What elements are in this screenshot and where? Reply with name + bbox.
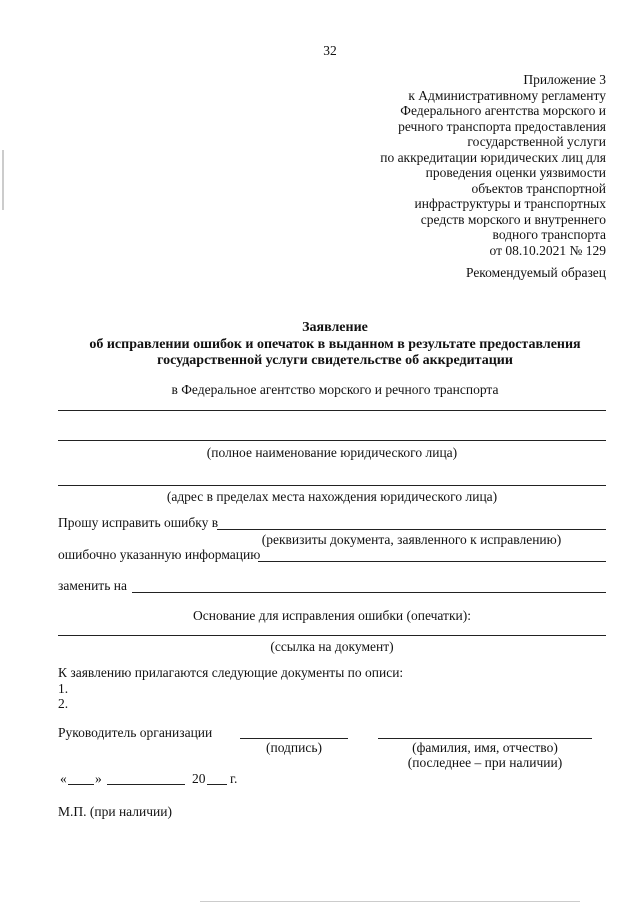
date-year-field[interactable] [207, 784, 227, 785]
attached-label: К заявлению прилагаются следующие документы по описи: [58, 665, 404, 680]
appendix-line: средств морского и внутреннего [420, 211, 606, 227]
full-name-field-1[interactable] [58, 410, 606, 411]
wrong-info-label: ошибочно указанную информацию [58, 547, 261, 562]
date-month-field[interactable] [107, 784, 185, 785]
appendix-line: объектов транспортной [471, 180, 606, 196]
document-details-field[interactable] [217, 529, 606, 530]
addressee: в Федеральное агентство морского и речного транспорта [171, 382, 499, 397]
appendix-line: Приложение 3 [523, 72, 606, 87]
head-label: Руководитель организации [58, 725, 213, 740]
replace-with-label: заменить на [58, 578, 127, 593]
date-close-quote: » [95, 771, 102, 786]
wrong-info-field[interactable] [258, 561, 606, 562]
doc-link-caption: (ссылка на документ) [270, 639, 394, 654]
scan-edge-left [2, 150, 4, 210]
basis-label: Основание для исправления ошибки (опечатки): [193, 608, 471, 623]
full-name-caption: (полное наименование юридического лица) [206, 445, 458, 460]
attached-item-1: 1. [58, 681, 69, 696]
full-name-field-2[interactable] [58, 440, 606, 441]
signature-field[interactable] [240, 738, 348, 739]
address-caption: (адрес в пределах места нахождения юридического лица) [166, 489, 498, 504]
fio-caption: (фамилия, имя, отчество) [412, 740, 558, 755]
appendix-line: государственной услуги [467, 134, 606, 149]
appendix-line: по аккредитации юридических лиц для [380, 149, 606, 165]
year-suffix: г. [230, 771, 238, 786]
recommended-sample: Рекомендуемый образец [465, 265, 606, 280]
document-details-caption: (реквизиты документа, заявленного к исправлению) [261, 532, 562, 547]
fio-field[interactable] [378, 738, 592, 739]
address-field[interactable] [58, 485, 606, 486]
appendix-line: водного транспорта [492, 227, 606, 242]
signature-caption: (подпись) [265, 740, 323, 755]
appendix-block [380, 72, 606, 258]
appendix-line: к Административному регламенту [408, 87, 606, 103]
appendix-line: проведения оценки уязвимости [425, 165, 606, 180]
basis-field[interactable] [58, 635, 606, 636]
fio-note: (последнее – при наличии) [407, 755, 563, 770]
title-line-3: государственной услуги свидетельстве об аккредитации [157, 353, 513, 368]
replace-with-field[interactable] [132, 592, 606, 593]
attached-item-2: 2. [58, 696, 69, 711]
title-line-1: Заявление [302, 320, 368, 335]
document-title [40, 320, 630, 370]
ask-fix-label: Прошу исправить ошибку в [58, 515, 219, 530]
appendix-line: от 08.10.2021 № 129 [489, 242, 606, 258]
date-open-quote: « [60, 771, 67, 786]
appendix-line: речного транспорта предоставления [398, 118, 606, 134]
scan-edge-bottom [200, 901, 580, 902]
title-line-2: об исправлении ошибок и опечаток в выданном в результате предоставления [89, 336, 581, 352]
appendix-line: инфраструктуры и транспортных [414, 196, 606, 211]
date-day-field[interactable] [68, 784, 94, 785]
year-prefix: 20 [192, 771, 206, 786]
page-number: 32 [323, 43, 337, 58]
appendix-line: Федерального агентства морского и [400, 103, 606, 118]
stamp-label: М.П. (при наличии) [58, 804, 172, 819]
